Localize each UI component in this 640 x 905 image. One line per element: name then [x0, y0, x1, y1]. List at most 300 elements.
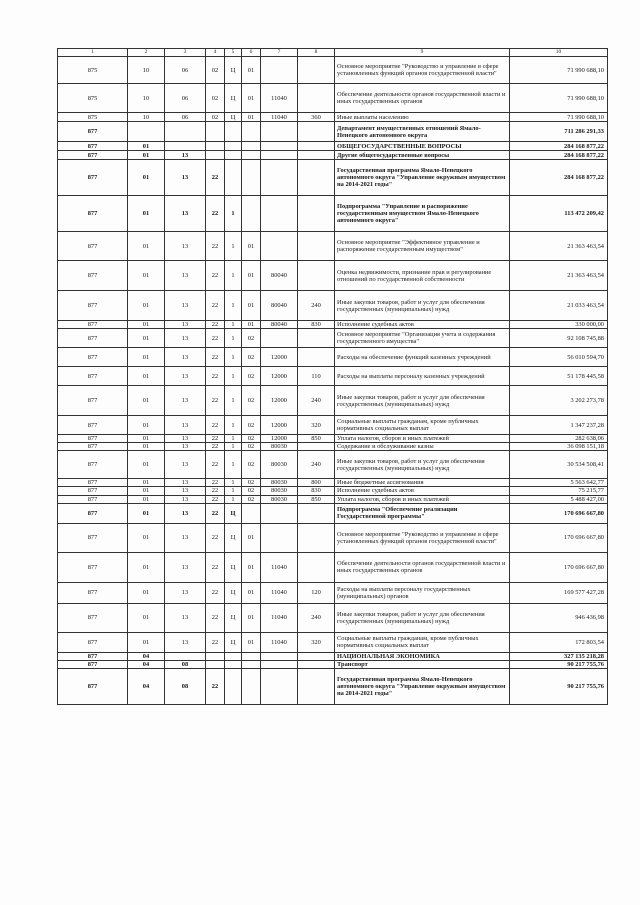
cell-expense-type: 240: [298, 386, 335, 416]
cell-section: 01: [128, 142, 165, 151]
cell-direction: [261, 523, 298, 552]
cell-chapter: 877: [58, 142, 128, 151]
cell-direction: [261, 151, 298, 160]
cell-program: [206, 652, 225, 660]
cell-expense-type: 240: [298, 603, 335, 632]
cell-subsection: 13: [165, 503, 206, 523]
cell-expense-type: [298, 668, 335, 704]
cell-program: 22: [206, 582, 225, 603]
cell-direction: 11040: [261, 84, 298, 113]
table-row: [58, 329, 608, 348]
cell-subsection: 13: [165, 261, 206, 291]
cell-direction: 12000: [261, 386, 298, 416]
cell-chapter: 877: [58, 552, 128, 582]
table-row: [58, 603, 608, 632]
cell-chapter: 877: [58, 367, 128, 386]
cell-subprogram: Ц: [225, 632, 242, 652]
cell-chapter: 877: [58, 196, 128, 232]
cell-activity: 02: [242, 435, 261, 443]
cell-expense-type: [298, 443, 335, 451]
cell-amount: 711 286 291,33: [510, 122, 608, 142]
cell-subsection: 13: [165, 416, 206, 435]
cell-subprogram: [225, 160, 242, 196]
cell-direction: [261, 503, 298, 523]
cell-subsection: 08: [165, 668, 206, 704]
cell-subprogram: 1: [225, 196, 242, 232]
table-row: [58, 142, 608, 151]
cell-name: Содержание и обслуживание казны: [335, 443, 510, 451]
cell-activity: [242, 668, 261, 704]
cell-name: Подпрограмма "Управление и распоряжение государственным имуществом Ямало-Ненецкого автономного округа": [335, 196, 510, 232]
cell-expense-type: [298, 142, 335, 151]
cell-subprogram: 1: [225, 495, 242, 503]
cell-section: 01: [128, 291, 165, 321]
cell-activity: [242, 660, 261, 668]
cell-subprogram: 1: [225, 386, 242, 416]
cell-subprogram: 1: [225, 329, 242, 348]
cell-name: Государственная программа Ямало-Ненецкого автономного округа "Управление окружным имуществом на 2014-2021 годы": [335, 668, 510, 704]
cell-subprogram: Ц: [225, 582, 242, 603]
cell-amount: 92 108 745,88: [510, 329, 608, 348]
cell-name: Исполнение судебных актов: [335, 487, 510, 495]
cell-subsection: 13: [165, 151, 206, 160]
cell-section: 01: [128, 160, 165, 196]
cell-amount: 170 696 667,80: [510, 503, 608, 523]
header-cell-6: 6: [242, 49, 261, 57]
table-row: [58, 113, 608, 122]
cell-chapter: 877: [58, 668, 128, 704]
cell-subprogram: Ц: [225, 113, 242, 122]
cell-direction: [261, 660, 298, 668]
cell-subsection: 13: [165, 632, 206, 652]
cell-name: Основное мероприятие "Руководство и управление в сфере установленных функций органов государственной власти": [335, 523, 510, 552]
cell-subsection: 13: [165, 367, 206, 386]
table-row: [58, 552, 608, 582]
cell-name: Обеспечение деятельности органов государственной власти и иных государственных органов: [335, 552, 510, 582]
cell-amount: 71 990 688,10: [510, 57, 608, 84]
cell-subsection: 13: [165, 552, 206, 582]
cell-expense-type: [298, 232, 335, 261]
cell-subsection: 13: [165, 321, 206, 329]
cell-activity: 01: [242, 232, 261, 261]
cell-section: 01: [128, 261, 165, 291]
cell-program: 22: [206, 632, 225, 652]
cell-program: 22: [206, 321, 225, 329]
cell-expense-type: [298, 261, 335, 291]
cell-subsection: 06: [165, 57, 206, 84]
cell-subsection: 13: [165, 603, 206, 632]
cell-direction: 12000: [261, 367, 298, 386]
cell-expense-type: 830: [298, 487, 335, 495]
cell-name: Уплата налогов, сборов и иных платежей: [335, 495, 510, 503]
table-row: [58, 321, 608, 329]
cell-activity: [242, 142, 261, 151]
cell-section: 04: [128, 660, 165, 668]
cell-name: Оценка недвижимости, признание прав и регулирование отношений по государственной собственности: [335, 261, 510, 291]
cell-program: 22: [206, 479, 225, 487]
cell-subprogram: [225, 660, 242, 668]
cell-section: 01: [128, 603, 165, 632]
cell-amount: 56 010 594,70: [510, 348, 608, 367]
cell-direction: [261, 329, 298, 348]
cell-subprogram: [225, 668, 242, 704]
cell-program: 22: [206, 367, 225, 386]
cell-activity: 01: [242, 291, 261, 321]
cell-amount: 5 563 642,77: [510, 479, 608, 487]
cell-expense-type: [298, 329, 335, 348]
cell-name: Иные закупки товаров, работ и услуг для обеспечения государственных (муниципальных) нужд: [335, 291, 510, 321]
cell-section: 01: [128, 386, 165, 416]
cell-program: 22: [206, 451, 225, 479]
cell-amount: 90 217 755,76: [510, 660, 608, 668]
cell-direction: [261, 160, 298, 196]
cell-expense-type: [298, 151, 335, 160]
cell-name: Другие общегосударственные вопросы: [335, 151, 510, 160]
cell-section: 01: [128, 582, 165, 603]
table-row: [58, 196, 608, 232]
cell-subsection: 13: [165, 435, 206, 443]
cell-amount: 21 363 463,54: [510, 232, 608, 261]
cell-amount: 1 347 237,28: [510, 416, 608, 435]
cell-direction: [261, 122, 298, 142]
cell-program: 22: [206, 196, 225, 232]
cell-subprogram: 1: [225, 321, 242, 329]
cell-program: 02: [206, 113, 225, 122]
cell-amount: 172 803,54: [510, 632, 608, 652]
cell-activity: 02: [242, 495, 261, 503]
cell-subprogram: Ц: [225, 503, 242, 523]
cell-chapter: 877: [58, 523, 128, 552]
cell-activity: 02: [242, 367, 261, 386]
cell-direction: 80030: [261, 451, 298, 479]
cell-section: 01: [128, 487, 165, 495]
cell-direction: [261, 196, 298, 232]
table-row: [58, 84, 608, 113]
cell-section: 01: [128, 416, 165, 435]
cell-program: 22: [206, 443, 225, 451]
table-row: [58, 503, 608, 523]
table-row: [58, 479, 608, 487]
cell-subprogram: Ц: [225, 603, 242, 632]
cell-section: 01: [128, 552, 165, 582]
cell-subsection: 13: [165, 582, 206, 603]
cell-name: Основное мероприятие "Руководство и управление в сфере установленных функций органов государственной власти": [335, 57, 510, 84]
cell-activity: 01: [242, 57, 261, 84]
table-row: [58, 435, 608, 443]
cell-expense-type: 850: [298, 495, 335, 503]
cell-direction: 11040: [261, 632, 298, 652]
cell-subsection: 06: [165, 84, 206, 113]
cell-direction: 80040: [261, 321, 298, 329]
cell-name: Иные бюджетные ассигнования: [335, 479, 510, 487]
table-row: [58, 348, 608, 367]
cell-direction: 11040: [261, 603, 298, 632]
cell-subsection: 13: [165, 160, 206, 196]
cell-expense-type: [298, 652, 335, 660]
cell-direction: [261, 142, 298, 151]
cell-section: 01: [128, 503, 165, 523]
cell-amount: 284 168 877,22: [510, 151, 608, 160]
cell-expense-type: 240: [298, 451, 335, 479]
header-cell-7: 7: [261, 49, 298, 57]
cell-expense-type: [298, 122, 335, 142]
cell-amount: 71 990 688,10: [510, 113, 608, 122]
cell-name: Иные закупки товаров, работ и услуг для обеспечения государственных (муниципальных) нужд: [335, 451, 510, 479]
header-cell-10: 10: [510, 49, 608, 57]
cell-amount: 36 098 151,18: [510, 443, 608, 451]
cell-name: Социальные выплаты гражданам, кроме публичных нормативных социальных выплат: [335, 416, 510, 435]
cell-name: Исполнение судебных актов: [335, 321, 510, 329]
cell-amount: 75 215,77: [510, 487, 608, 495]
cell-program: 22: [206, 232, 225, 261]
cell-activity: [242, 196, 261, 232]
table-row: [58, 451, 608, 479]
cell-direction: 80030: [261, 443, 298, 451]
cell-chapter: 877: [58, 122, 128, 142]
cell-activity: [242, 151, 261, 160]
cell-direction: 11040: [261, 582, 298, 603]
cell-expense-type: 320: [298, 416, 335, 435]
cell-section: 01: [128, 479, 165, 487]
cell-subsection: 13: [165, 523, 206, 552]
cell-section: 01: [128, 232, 165, 261]
cell-activity: 01: [242, 582, 261, 603]
cell-amount: 284 168 877,22: [510, 160, 608, 196]
cell-expense-type: [298, 57, 335, 84]
cell-amount: 5 488 427,00: [510, 495, 608, 503]
table-row: [58, 57, 608, 84]
cell-activity: 02: [242, 348, 261, 367]
cell-section: 04: [128, 652, 165, 660]
cell-expense-type: 830: [298, 321, 335, 329]
cell-subsection: 13: [165, 348, 206, 367]
table-row: [58, 660, 608, 668]
cell-subprogram: [225, 151, 242, 160]
cell-activity: 02: [242, 416, 261, 435]
cell-name: Иные закупки товаров, работ и услуг для обеспечения государственных (муниципальных) нужд: [335, 386, 510, 416]
cell-chapter: 877: [58, 582, 128, 603]
cell-program: 22: [206, 329, 225, 348]
cell-program: 22: [206, 435, 225, 443]
cell-chapter: 877: [58, 261, 128, 291]
table-row: [58, 632, 608, 652]
cell-name: Иные выплаты населению: [335, 113, 510, 122]
cell-program: 22: [206, 160, 225, 196]
cell-expense-type: [298, 503, 335, 523]
cell-subprogram: [225, 122, 242, 142]
cell-program: 22: [206, 503, 225, 523]
cell-expense-type: 320: [298, 632, 335, 652]
cell-chapter: 877: [58, 503, 128, 523]
cell-chapter: 877: [58, 451, 128, 479]
cell-activity: 01: [242, 603, 261, 632]
cell-program: 02: [206, 84, 225, 113]
cell-amount: 3 202 273,78: [510, 386, 608, 416]
cell-direction: [261, 668, 298, 704]
table-row: [58, 122, 608, 142]
cell-program: 22: [206, 386, 225, 416]
cell-direction: 80030: [261, 495, 298, 503]
cell-subprogram: Ц: [225, 84, 242, 113]
cell-section: 01: [128, 329, 165, 348]
cell-name: Расходы на выплаты персоналу казенных учреждений: [335, 367, 510, 386]
cell-program: 22: [206, 523, 225, 552]
cell-activity: 01: [242, 523, 261, 552]
cell-activity: [242, 652, 261, 660]
header-cell-1: 1: [58, 49, 128, 57]
cell-section: [128, 122, 165, 142]
cell-section: 01: [128, 367, 165, 386]
cell-program: [206, 122, 225, 142]
cell-amount: 51 178 445,58: [510, 367, 608, 386]
table-row: [58, 652, 608, 660]
cell-subsection: 06: [165, 113, 206, 122]
cell-subsection: 13: [165, 329, 206, 348]
cell-expense-type: [298, 196, 335, 232]
cell-direction: [261, 652, 298, 660]
cell-amount: 21 033 463,54: [510, 291, 608, 321]
cell-chapter: 877: [58, 348, 128, 367]
cell-direction: 80030: [261, 487, 298, 495]
table-row: [58, 523, 608, 552]
cell-direction: 80030: [261, 479, 298, 487]
cell-section: 04: [128, 668, 165, 704]
cell-program: [206, 142, 225, 151]
cell-section: 01: [128, 151, 165, 160]
cell-program: 22: [206, 416, 225, 435]
cell-section: 10: [128, 84, 165, 113]
cell-name: Основное мероприятие "Организация учета и содержания государственного имущества": [335, 329, 510, 348]
cell-activity: 02: [242, 443, 261, 451]
cell-activity: 01: [242, 632, 261, 652]
cell-expense-type: [298, 660, 335, 668]
cell-subprogram: 1: [225, 435, 242, 443]
cell-activity: 02: [242, 487, 261, 495]
cell-subsection: 13: [165, 495, 206, 503]
cell-program: 02: [206, 57, 225, 84]
cell-expense-type: 110: [298, 367, 335, 386]
cell-section: 01: [128, 495, 165, 503]
cell-name: Расходы на обеспечение функций казенных учреждений: [335, 348, 510, 367]
cell-chapter: 877: [58, 416, 128, 435]
cell-subprogram: 1: [225, 348, 242, 367]
cell-amount: 170 696 667,80: [510, 523, 608, 552]
budget-table: [57, 48, 608, 705]
cell-chapter: 877: [58, 160, 128, 196]
cell-subsection: 13: [165, 487, 206, 495]
cell-amount: 169 577 427,28: [510, 582, 608, 603]
cell-expense-type: 240: [298, 291, 335, 321]
cell-subprogram: 1: [225, 416, 242, 435]
cell-direction: 80040: [261, 261, 298, 291]
cell-name: Подпрограмма "Обеспечение реализации Государственной программы": [335, 503, 510, 523]
cell-activity: [242, 503, 261, 523]
cell-name: Основное мероприятие "Эффективное управление и распоряжение государственным имуществом": [335, 232, 510, 261]
cell-subprogram: 1: [225, 487, 242, 495]
cell-subprogram: 1: [225, 443, 242, 451]
header-cell-4: 4: [206, 49, 225, 57]
table-row: [58, 367, 608, 386]
cell-direction: 80040: [261, 291, 298, 321]
cell-subsection: [165, 142, 206, 151]
cell-amount: 170 696 667,80: [510, 552, 608, 582]
cell-amount: 327 135 218,28: [510, 652, 608, 660]
cell-section: 01: [128, 451, 165, 479]
cell-expense-type: 120: [298, 582, 335, 603]
cell-chapter: 877: [58, 603, 128, 632]
cell-program: [206, 660, 225, 668]
cell-subsection: [165, 652, 206, 660]
cell-subprogram: 1: [225, 261, 242, 291]
cell-subsection: 13: [165, 443, 206, 451]
header-cell-2: 2: [128, 49, 165, 57]
cell-section: 10: [128, 113, 165, 122]
cell-subprogram: 1: [225, 367, 242, 386]
cell-subsection: 13: [165, 451, 206, 479]
cell-direction: [261, 232, 298, 261]
cell-amount: 71 990 688,10: [510, 84, 608, 113]
header-cell-5: 5: [225, 49, 242, 57]
cell-chapter: 877: [58, 487, 128, 495]
cell-subprogram: Ц: [225, 552, 242, 582]
table-row: [58, 386, 608, 416]
cell-chapter: 877: [58, 660, 128, 668]
cell-section: 01: [128, 523, 165, 552]
cell-activity: 01: [242, 84, 261, 113]
cell-amount: 21 363 463,54: [510, 261, 608, 291]
table-row: [58, 151, 608, 160]
cell-expense-type: [298, 84, 335, 113]
cell-subsection: 08: [165, 660, 206, 668]
table-row: [58, 232, 608, 261]
cell-program: 22: [206, 495, 225, 503]
table-row: [58, 261, 608, 291]
table-header-row: [58, 49, 608, 57]
cell-chapter: 877: [58, 386, 128, 416]
cell-subprogram: Ц: [225, 523, 242, 552]
cell-chapter: 877: [58, 435, 128, 443]
table-row: [58, 495, 608, 503]
cell-subsection: 13: [165, 232, 206, 261]
cell-direction: 12000: [261, 435, 298, 443]
cell-expense-type: [298, 160, 335, 196]
cell-program: 22: [206, 291, 225, 321]
cell-expense-type: [298, 523, 335, 552]
cell-chapter: 877: [58, 652, 128, 660]
cell-program: 22: [206, 552, 225, 582]
cell-program: 22: [206, 603, 225, 632]
cell-subsection: 13: [165, 291, 206, 321]
cell-activity: 02: [242, 329, 261, 348]
cell-chapter: 877: [58, 151, 128, 160]
table-row: [58, 291, 608, 321]
cell-subprogram: Ц: [225, 57, 242, 84]
cell-chapter: 877: [58, 479, 128, 487]
cell-program: 22: [206, 487, 225, 495]
cell-activity: [242, 122, 261, 142]
cell-amount: 284 168 877,22: [510, 142, 608, 151]
cell-activity: 02: [242, 386, 261, 416]
cell-name: Департамент имущественных отношений Ямало-Ненецкого автономного округа: [335, 122, 510, 142]
cell-activity: [242, 160, 261, 196]
cell-chapter: 875: [58, 113, 128, 122]
cell-amount: 30 534 508,41: [510, 451, 608, 479]
cell-expense-type: 850: [298, 435, 335, 443]
cell-subsection: 13: [165, 386, 206, 416]
cell-chapter: 875: [58, 57, 128, 84]
cell-chapter: 877: [58, 321, 128, 329]
cell-subprogram: 1: [225, 479, 242, 487]
